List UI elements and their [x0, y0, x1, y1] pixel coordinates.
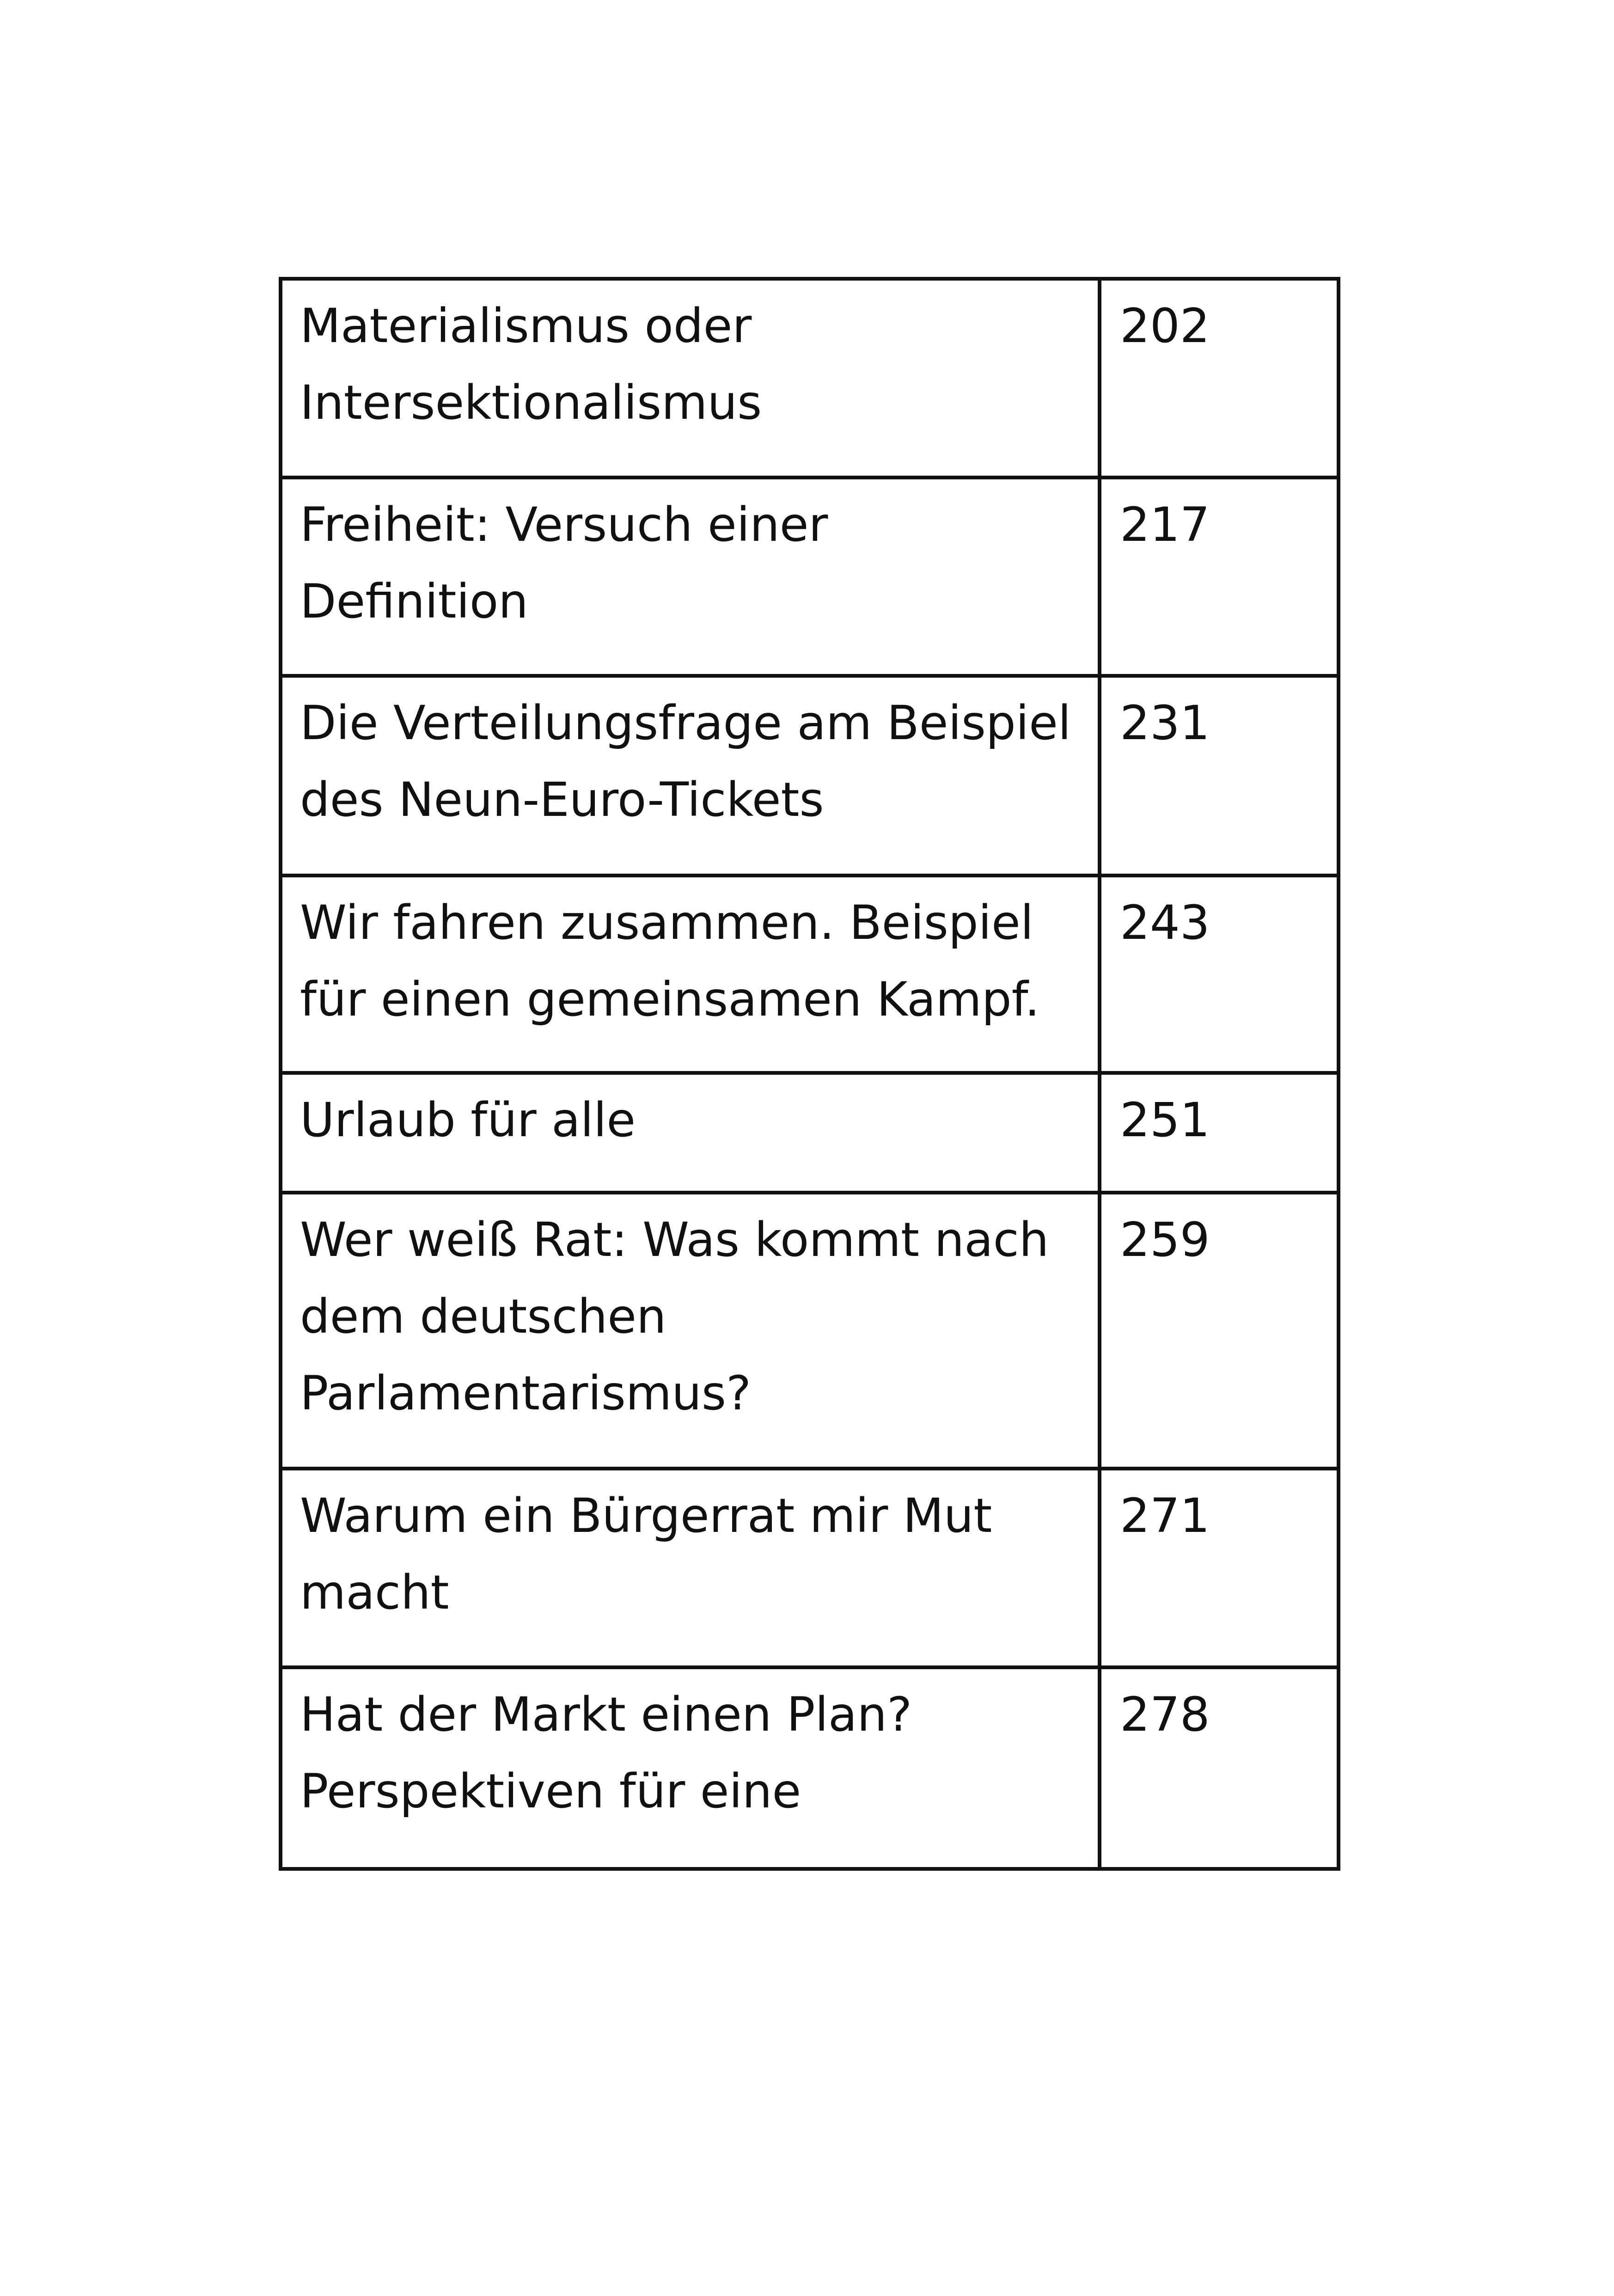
chapter-title-cell — [281, 478, 1100, 676]
chapter-title-line: für einen gemeinsamen Kampf. — [300, 972, 1040, 1027]
chapter-title-line: Warum ein Bürgerrat mir Mut — [300, 1488, 992, 1543]
table-row — [281, 1469, 1339, 1667]
page-number-cell: 259 — [1100, 1193, 1339, 1469]
chapter-title-line: Parlamentarismus? — [300, 1366, 752, 1421]
chapter-title-cell — [281, 1469, 1100, 1667]
page-number-cell: 217 — [1100, 478, 1339, 676]
page-number-cell: 271 — [1100, 1469, 1339, 1667]
chapter-title-cell — [281, 1073, 1100, 1193]
chapter-title-line: Wir fahren zusammen. Beispiel — [300, 895, 1034, 950]
page-number-cell: 202 — [1100, 279, 1339, 478]
chapter-title-cell — [281, 1667, 1100, 1869]
chapter-title-line: dem deutschen — [300, 1289, 666, 1344]
table-row — [281, 676, 1339, 876]
chapter-title-line: Perspektiven für eine — [300, 1764, 801, 1819]
chapter-title-line: des Neun-Euro-Tickets — [300, 772, 824, 827]
chapter-title-line: Intersektionalismus — [300, 375, 762, 430]
page-number-cell: 231 — [1100, 676, 1339, 876]
chapter-title-line: Freiheit: Versuch einer — [300, 497, 828, 552]
table-row — [281, 478, 1339, 676]
page-number-cell: 243 — [1100, 876, 1339, 1073]
chapter-title-line: Urlaub für alle — [300, 1093, 636, 1148]
chapter-title-line: Die Verteilungsfrage am Beispiel — [300, 696, 1071, 751]
table-row — [281, 1073, 1339, 1193]
chapter-title-line: Hat der Markt einen Plan? — [300, 1687, 912, 1742]
table-of-contents — [279, 277, 1340, 1871]
table-row — [281, 1667, 1339, 1869]
chapter-title-line: Wer weiß Rat: Was kommt nach — [300, 1212, 1049, 1267]
chapter-title-cell — [281, 279, 1100, 478]
chapter-title-cell — [281, 676, 1100, 876]
table-row — [281, 1193, 1339, 1469]
table-row — [281, 876, 1339, 1073]
chapter-title-line: macht — [300, 1565, 449, 1620]
chapter-title-cell — [281, 1193, 1100, 1469]
chapter-title-cell — [281, 876, 1100, 1073]
chapter-title-line: Definition — [300, 574, 528, 629]
page-number-cell: 251 — [1100, 1073, 1339, 1193]
table-row — [281, 279, 1339, 478]
chapter-title-line: Materialismus oder — [300, 299, 752, 354]
page-number-cell: 278 — [1100, 1667, 1339, 1869]
